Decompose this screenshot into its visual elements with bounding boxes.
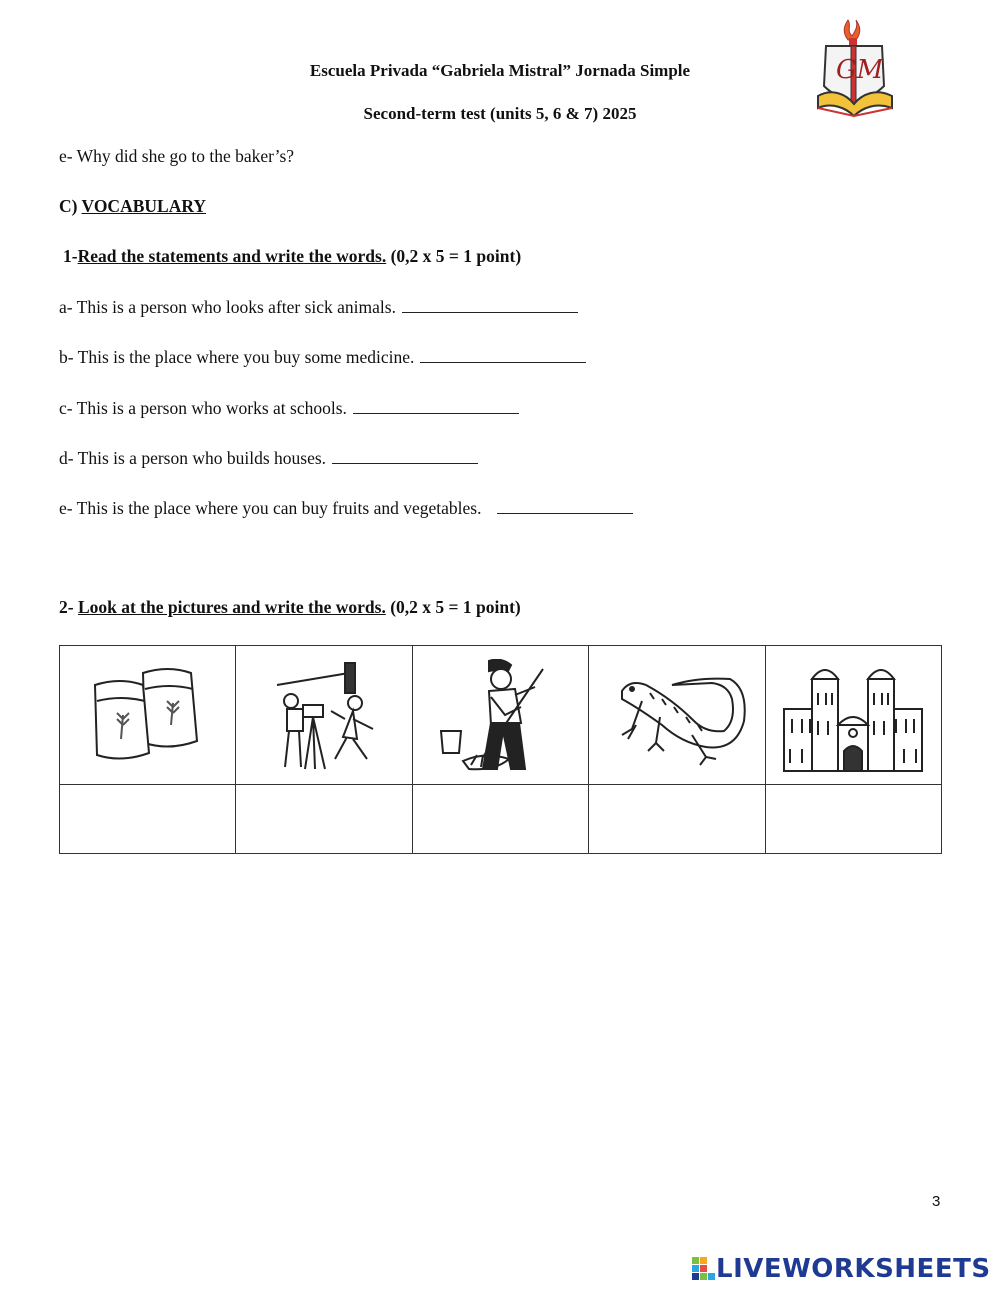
- section-c-heading: [59, 196, 206, 217]
- pictures-table: [59, 645, 942, 854]
- answers-row: [60, 785, 942, 854]
- answer-blank-d[interactable]: [332, 447, 478, 464]
- picture-cell-4: [589, 646, 765, 785]
- statement-d: [59, 447, 478, 469]
- flour-bags-picture: [73, 659, 223, 779]
- mopping-floor-picture: [425, 659, 575, 779]
- statement-d-text: d- This is a person who builds houses.: [59, 448, 327, 468]
- statement-c: [59, 397, 519, 419]
- picture-cell-1: [60, 646, 236, 785]
- statement-e: [59, 497, 633, 519]
- liveworksheets-brand: LIVEWORKSHEETS: [716, 1254, 991, 1284]
- answer-blank-b[interactable]: [420, 346, 586, 363]
- statement-b: [59, 346, 586, 368]
- statement-e-text: e- This is the place where you can buy fruits and vegetables.: [59, 498, 482, 518]
- exercise1-number: 1-: [63, 246, 78, 266]
- picture-cell-5: [765, 646, 941, 785]
- section-c-title: VOCABULARY: [81, 196, 206, 216]
- school-name: Escuela Privada “Gabriela Mistral” Jornada Simple: [309, 61, 691, 80]
- test-title: Second-term test (units 5, 6 & 7) 2025: [363, 104, 637, 123]
- exercise2-heading: [59, 597, 521, 618]
- answer-blank-c[interactable]: [353, 397, 519, 414]
- pictures-row: [60, 646, 942, 785]
- statement-a-text: a- This is a person who looks after sick animals.: [59, 297, 396, 317]
- exercise2-instruction: Look at the pictures and write the words.: [77, 597, 386, 617]
- exercise1-points: (0,2 x 5 = 1 point): [386, 246, 522, 266]
- exercise1-heading: [63, 246, 521, 267]
- answer-cell-4[interactable]: [589, 785, 765, 854]
- statement-a: [59, 296, 578, 318]
- section-c-prefix: C): [59, 196, 82, 216]
- lizard-picture: [602, 659, 752, 779]
- answer-cell-1[interactable]: [60, 785, 236, 854]
- answer-cell-3[interactable]: [412, 785, 588, 854]
- page-number: 3: [932, 1193, 941, 1210]
- statement-c-text: c- This is a person who works at schools.: [59, 398, 347, 418]
- liveworksheets-blocks-icon: [692, 1257, 716, 1281]
- film-crew-picture: [249, 659, 399, 779]
- picture-cell-2: [236, 646, 412, 785]
- liveworksheets-logo[interactable]: [692, 1254, 991, 1284]
- school-logo-icon: [812, 16, 900, 120]
- logo-initial-g: GM: [836, 55, 884, 85]
- answer-blank-e[interactable]: [497, 497, 633, 514]
- answer-blank-a[interactable]: [402, 296, 578, 313]
- answer-cell-2[interactable]: [236, 785, 412, 854]
- exercise1-instruction: Read the statements and write the words.: [77, 246, 387, 266]
- exercise2-points: (0,2 x 5 = 1 point): [385, 597, 521, 617]
- previous-question: e- Why did she go to the baker’s?: [59, 146, 295, 166]
- church-picture: [778, 659, 928, 779]
- picture-cell-3: [412, 646, 588, 785]
- answer-cell-5[interactable]: [765, 785, 941, 854]
- exercise2-number: 2-: [59, 597, 78, 617]
- statement-b-text: b- This is the place where you buy some medicine.: [59, 347, 415, 367]
